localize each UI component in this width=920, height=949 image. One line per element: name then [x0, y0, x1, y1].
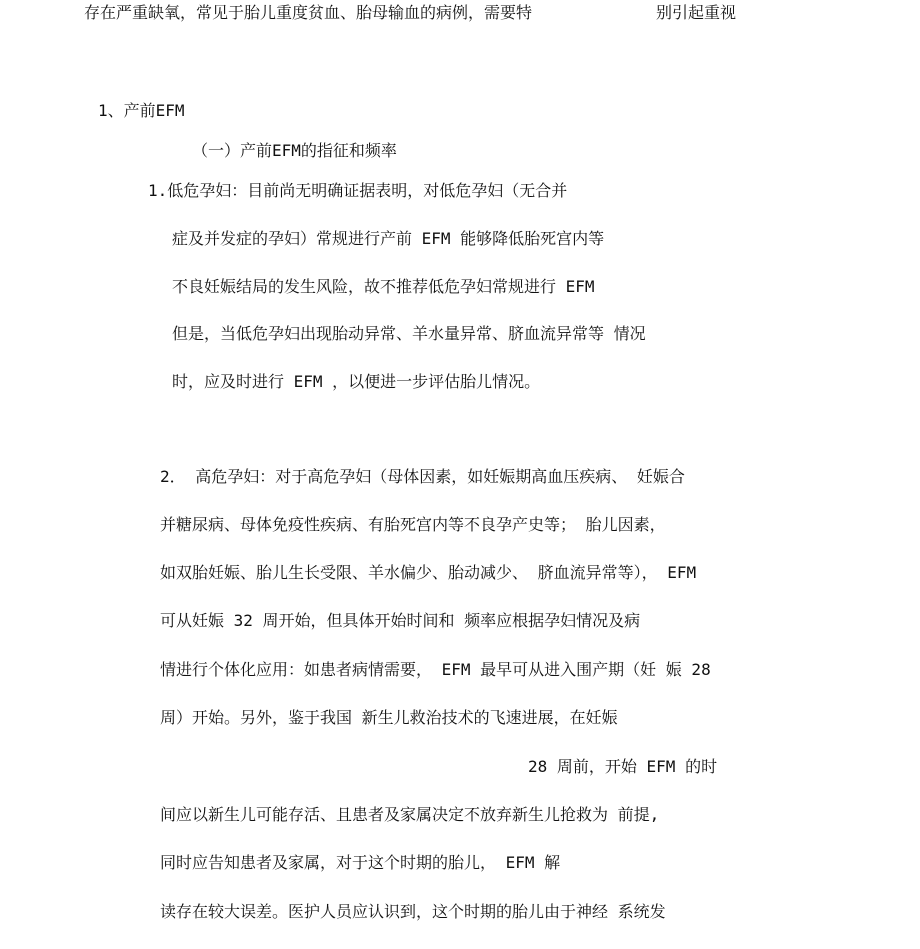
- item2-line-2: 并糖尿病、母体免疫性疾病、有胎死宫内等不良孕产史等； 胎儿因素，: [160, 515, 666, 534]
- item2-line-3: 如双胎妊娠、胎儿生长受限、羊水偏少、胎动减少、 脐血流异常等）， EFM: [160, 563, 697, 582]
- item2-line-4: 可从妊娠 32 周开始，但具体开始时间和 频率应根据孕妇情况及病: [160, 611, 641, 630]
- item2-line-8: 间应以新生儿可能存活、且患者及家属决定不放弃新生儿抢救为 前提,: [160, 805, 660, 824]
- top-line-part1: 存在严重缺氧，常见于胎儿重度贫血、胎母输血的病例，需要特: [84, 3, 533, 22]
- item2-line-5: 情进行个体化应用：如患者病情需要， EFM 最早可从进入围产期（妊 娠 28: [160, 660, 711, 679]
- item1-line-2: 症及并发症的孕妇）常规进行产前 EFM 能够降低胎死宫内等: [172, 229, 605, 248]
- top-line-part2: 别引起重视: [656, 3, 737, 22]
- section-heading: 1、产前EFM: [98, 101, 185, 120]
- item2-line-10: 读存在较大误差。医护人员应认识到，这个时期的胎儿由于神经 系统发: [160, 902, 666, 921]
- item2-line-7: 28 周前，开始 EFM 的时: [528, 757, 718, 776]
- subsection-heading: （一）产前EFM的指征和频率: [192, 141, 397, 160]
- item2-line-6: 周）开始。另外，鉴于我国 新生儿救治技术的飞速进展，在妊娠: [160, 708, 618, 727]
- item2-line-9: 同时应告知患者及家属，对于这个时期的胎儿， EFM 解: [160, 853, 561, 872]
- item2-line-1: 2． 高危孕妇：对于高危孕妇（母体因素，如妊娠期高血压疾病、 妊娠合: [160, 467, 685, 486]
- item1-line-1: 1.低危孕妇：目前尚无明确证据表明，对低危孕妇（无合并: [148, 181, 568, 200]
- item1-line-4: 但是，当低危孕妇出现胎动异常、羊水量异常、脐血流异常等 情况: [172, 324, 646, 343]
- item1-line-3: 不良妊娠结局的发生风险，故不推荐低危孕妇常规进行 EFM: [172, 277, 595, 296]
- item1-line-5: 时，应及时进行 EFM ，以便进一步评估胎儿情况。: [172, 372, 541, 391]
